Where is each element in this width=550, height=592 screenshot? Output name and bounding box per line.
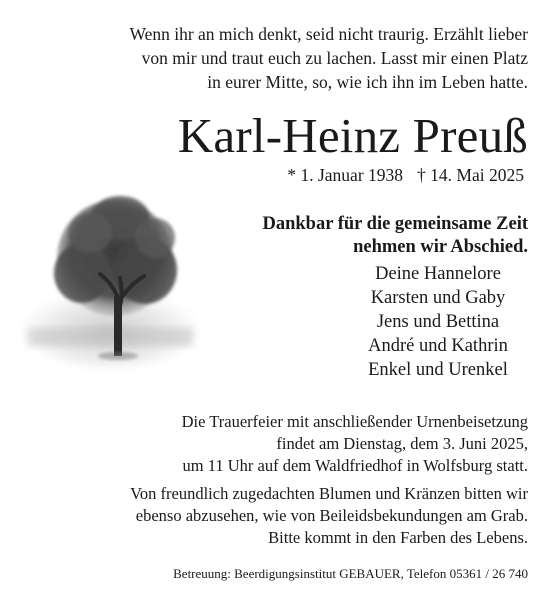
ceremony-line: findet am Dienstag, dem 3. Juni 2025, — [276, 434, 528, 453]
request-line: Bitte kommt in den Farben des Lebens. — [268, 528, 528, 547]
funeral-home-footer: Betreuung: Beerdigungsinstitut GEBAUER, Telefon 05361 / 26 740 — [173, 566, 528, 581]
family-member: Jens und Bettina — [376, 312, 500, 332]
birth-date: * 1. Januar 1938 — [287, 165, 404, 185]
family-member: Enkel und Urenkel — [368, 360, 508, 380]
thanks-line: nehmen wir Abschied. — [353, 237, 528, 257]
thanks-text — [262, 213, 528, 259]
deceased-name: Karl-Heinz Preuß — [177, 108, 528, 163]
tree-photo-icon — [20, 178, 200, 378]
request-line: ebenso abzusehen, wie von Beileidsbekundungen am Grab. — [135, 506, 528, 525]
ceremony-line: um 11 Uhr auf dem Waldfriedhof in Wolfsburg statt. — [182, 456, 528, 475]
poem-line: Wenn ihr an mich denkt, seid nicht traurig. Erzählt lieber — [129, 24, 528, 44]
family-member: André und Kathrin — [368, 336, 508, 356]
ceremony-line: Die Trauerfeier mit anschließender Urnenbeisetzung — [181, 412, 528, 431]
poem-line: von mir und traut euch zu lachen. Lasst mir einen Platz — [141, 48, 528, 68]
life-dates — [287, 164, 524, 186]
request-line: Von freundlich zugedachten Blumen und Kränzen bitten wir — [130, 484, 528, 503]
family-member: Karsten und Gaby — [370, 288, 506, 308]
poem — [58, 22, 528, 94]
flower-request — [130, 483, 528, 549]
thanks-line: Dankbar für die gemeinsame Zeit — [262, 214, 528, 234]
ceremony-info — [182, 411, 528, 477]
death-date: † 14. Mai 2025 — [417, 165, 524, 185]
family-member: Deine Hannelore — [375, 264, 501, 284]
poem-line: in eurer Mitte, so, wie ich ihn im Leben hatte. — [207, 72, 528, 92]
